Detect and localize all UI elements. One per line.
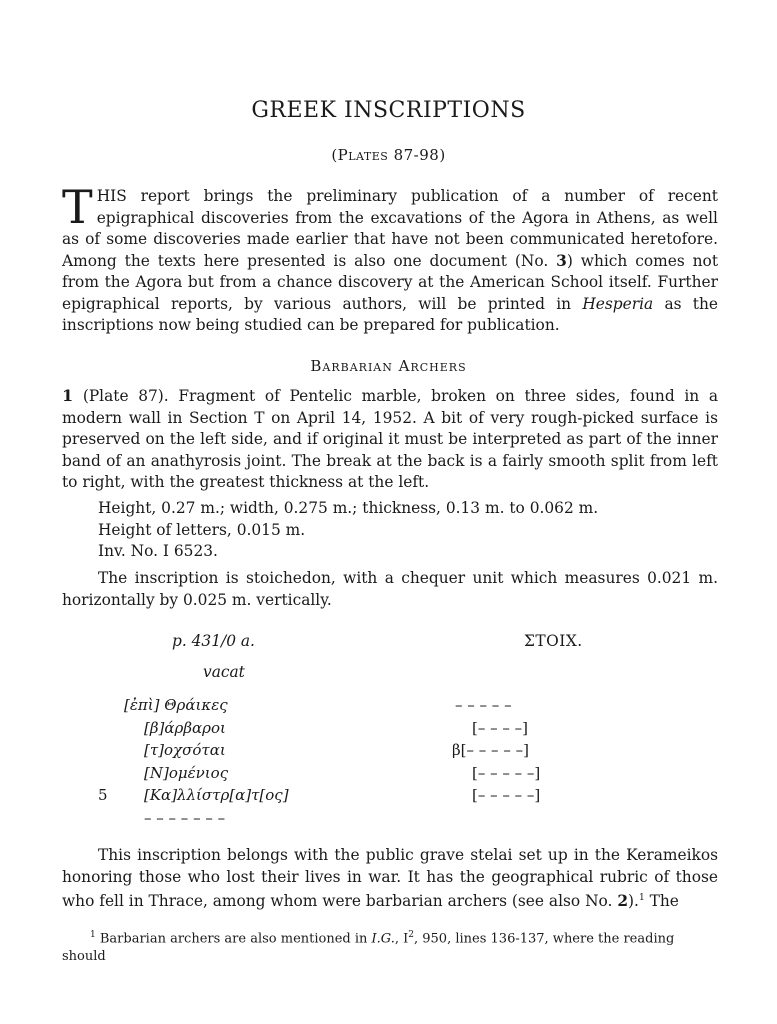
inscription-line xyxy=(98,739,578,762)
specs xyxy=(98,498,718,563)
inscription-date: p. 431/0 a. xyxy=(172,632,255,650)
stoichedon-paragraph: The inscription is stoichedon, with a chequer unit which measures 0.021 m. horizontally by 0.025 m. vertically. xyxy=(62,569,718,609)
p2-text-c: The xyxy=(644,892,679,911)
line-restoration: [– – – – –] xyxy=(472,786,541,804)
plates-subtitle: (Plates 87-98) xyxy=(331,146,446,164)
line-restoration: β[– – – – –] xyxy=(452,741,529,759)
footnote-sup: 2 xyxy=(408,930,414,940)
inscription-stoix: ΣΤΟΙΧ. xyxy=(524,632,583,650)
inscription-line xyxy=(98,784,578,807)
intro-italic: Hesperia xyxy=(582,294,654,313)
p2-text-b: ). xyxy=(628,892,639,911)
page-title: GREEK INSCRIPTIONS xyxy=(251,98,526,123)
line-text: – – – – – – – xyxy=(144,808,226,827)
entry-1 xyxy=(62,385,718,494)
line-restoration: [– – – – –] xyxy=(472,763,541,782)
intro-bold-no: 3 xyxy=(556,251,567,270)
footnote-text-a: Barbarian archers are also mentioned in xyxy=(95,931,372,947)
intro-text-b: ) which comes not from the Agora but from a chance discovery at the American School itself. Further epigraphical reports, by various authors, will be printed in xyxy=(62,251,718,313)
footnote-text-c: , 950, lines 136-137, where the reading should xyxy=(62,931,675,965)
line-text: [β]άρβαροι xyxy=(144,718,226,737)
line-text: [τ]οχσόται xyxy=(144,741,226,759)
footnote-text-b: , I xyxy=(394,931,409,947)
line-text: [ἐπὶ] Θράικες xyxy=(124,696,228,714)
intro-paragraph xyxy=(62,180,718,337)
section-heading: Barbarian Archers xyxy=(310,357,467,375)
footnote-ref[interactable]: 1 xyxy=(638,893,645,903)
line-restoration: – – – – – xyxy=(455,696,512,714)
inscription-line xyxy=(98,694,578,717)
line-text: [Ν]ομένιος xyxy=(144,763,229,782)
line-text: [Κα]λλίστρ[α]τ[ος] xyxy=(144,786,289,804)
spec-letter-height: Height of letters, 0.015 m. xyxy=(98,520,306,539)
entry-text: (Plate 87). Fragment of Pentelic marble, broken on three sides, found in a modern wall in Section T on April 14, 1952. A bit of very rough-picked surface is preserved on the left side, and if original it must be interpreted as part of the inner band of an anathyrosis joint. The break at the back is a fairly smooth split from left to right, with the greatest thickness at the left. xyxy=(62,387,718,491)
paragraph-2 xyxy=(62,845,718,913)
footnote xyxy=(62,926,718,966)
inscription-line xyxy=(98,762,578,785)
drop-cap: T xyxy=(62,180,93,234)
inscription-vacat: vacat xyxy=(203,663,245,681)
intro-text-c: as the inscriptions now being studied can be prepared for publication. xyxy=(62,294,718,334)
intro-text-a: HIS report brings the preliminary publication of a number of recent epigraphical discoveries from the excavations of the Agora in Athens, as well as of some discoveries made earlier that have not been communicated heretofore. Among the texts here presented is also one document (No. xyxy=(62,187,718,270)
line-restoration: [– – – –] xyxy=(472,718,529,737)
p2-text-a: This inscription belongs with the public grave stelai set up in the Kerameikos honoring those who lost their lives in war. It has the geographical rubric of those who fell in Thrace, among whom were barbarian archers (see also No. xyxy=(62,846,718,911)
inscription-line xyxy=(98,717,578,740)
spec-dimensions: Height, 0.27 m.; width, 0.275 m.; thickness, 0.13 m. to 0.062 m. xyxy=(98,499,599,517)
p2-bold-no: 2 xyxy=(617,892,629,911)
spec-inventory: Inv. No. I 6523. xyxy=(98,542,218,560)
inscription-text xyxy=(98,694,578,829)
inscription-line xyxy=(98,807,578,830)
footnote-italic: I.G. xyxy=(371,931,395,947)
line-number: 5 xyxy=(98,786,108,804)
footnote-marker: 1 xyxy=(90,930,96,940)
entry-number: 1 xyxy=(62,386,74,405)
